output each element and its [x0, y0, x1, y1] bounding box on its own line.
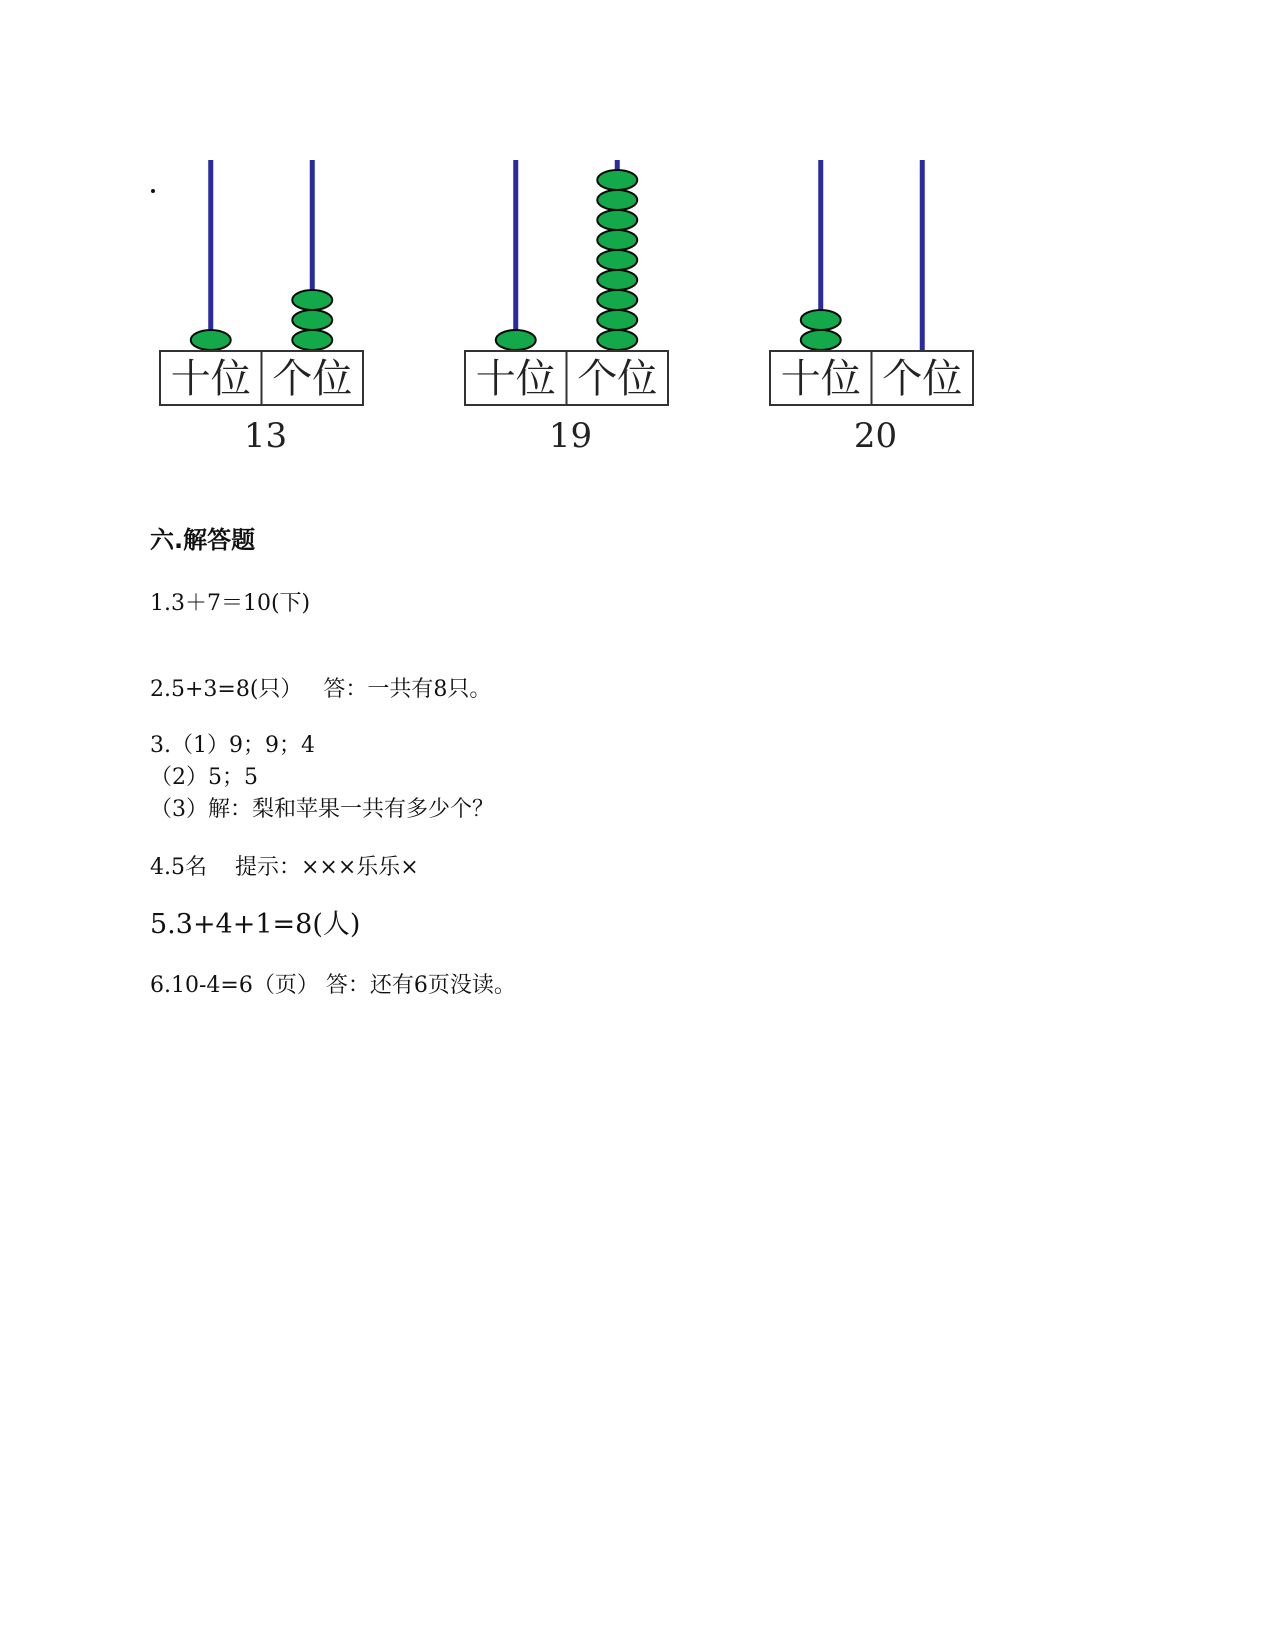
tens-label: 十位: [475, 356, 556, 402]
ones-bead: [292, 290, 332, 310]
ones-bead: [597, 190, 637, 210]
abacus-number: 19: [548, 416, 593, 456]
abacus-number: 13: [243, 416, 288, 456]
answer-4: 4.5名 提示：×××乐乐×: [150, 855, 419, 880]
ones-label: 个位: [882, 356, 963, 402]
ones-bead: [597, 270, 637, 290]
abacus-number: 20: [853, 416, 898, 456]
answer-3: 3.（1）9；9；4: [150, 733, 315, 758]
ones-bead: [597, 290, 637, 310]
answer-2: 2.5+3=8(只） 答：一共有8只。: [150, 677, 492, 702]
answer-3-part-2: （2）5；5: [150, 765, 258, 790]
abacus-figures: [0, 0, 1275, 470]
ones-bead: [597, 330, 637, 350]
ones-label: 个位: [577, 356, 658, 402]
tens-label: 十位: [780, 356, 861, 402]
tens-bead: [191, 330, 231, 350]
section-title: 六.解答题: [150, 526, 256, 554]
ones-bead: [597, 230, 637, 250]
answer-3-part-3: （3）解：梨和苹果一共有多少个？: [150, 797, 494, 822]
tens-bead: [801, 310, 841, 330]
ones-bead: [597, 170, 637, 190]
tens-label: 十位: [170, 356, 251, 402]
ones-bead: [292, 310, 332, 330]
ones-bead: [597, 210, 637, 230]
answer-5: 5.3+4+1=8(人): [150, 909, 361, 940]
tens-bead: [801, 330, 841, 350]
ones-bead: [292, 330, 332, 350]
ones-label: 个位: [272, 356, 353, 402]
ones-bead: [597, 310, 637, 330]
answer-6: 6.10-4=6（页） 答：还有6页没读。: [150, 973, 516, 998]
ones-bead: [597, 250, 637, 270]
tens-bead: [496, 330, 536, 350]
answer-1: 1.3＋7＝10(下): [150, 591, 311, 616]
